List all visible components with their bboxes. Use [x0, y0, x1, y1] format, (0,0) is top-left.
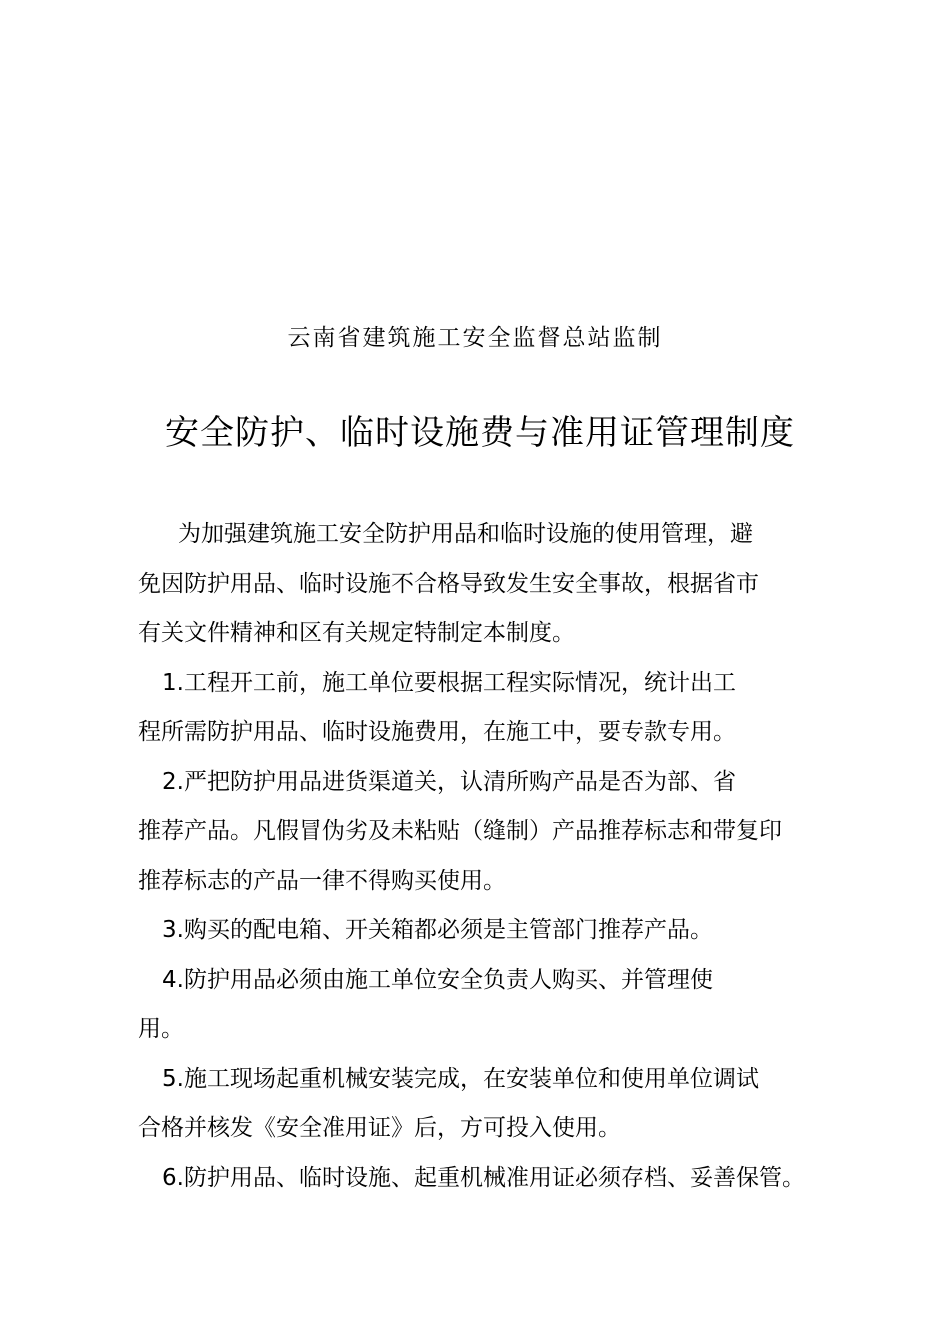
document-body [138, 510, 838, 1203]
item-1-line-1: 1.工程开工前，施工单位要根据工程实际情况，统计出工 [162, 669, 736, 696]
intro-line-2: 免因防护用品、临时设施不合格导致发生安全事故，根据省市 [138, 570, 759, 597]
document-title: 安全防护、临时设施费与准用证管理制度 [165, 413, 795, 453]
item-2-line-1: 2.严把防护用品进货渠道关，认清所购产品是否为部、省 [162, 768, 736, 795]
item-1-line-2: 程所需防护用品、临时设施费用，在施工中，要专款专用。 [138, 719, 736, 745]
item-4-line-2: 用。 [138, 1016, 184, 1042]
item-2-line-2: 推荐产品。凡假冒伪劣及未粘贴（缝制）产品推荐标志和带复印 [138, 818, 782, 844]
item-5-line-1: 5.施工现场起重机械安装完成，在安装单位和使用单位调试 [162, 1065, 759, 1092]
item-2-line-3: 推荐标志的产品一律不得购买使用。 [138, 867, 506, 894]
item-4-line-1: 4.防护用品必须由施工单位安全负责人购买、并管理使 [162, 966, 713, 993]
supervisor-line: 云南省建筑施工安全监督总站监制 [287, 325, 663, 351]
intro-line-3: 有关文件精神和区有关规定特制定本制度。 [138, 620, 575, 646]
intro-line-1: 为加强建筑施工安全防护用品和临时设施的使用管理，避 [178, 521, 753, 547]
item-3-line-1: 3.购买的配电箱、开关箱都必须是主管部门推荐产品。 [162, 917, 713, 943]
item-6-line-1: 6.防护用品、临时设施、起重机械准用证必须存档、妥善保管。 [162, 1164, 805, 1191]
item-5-line-2: 合格并核发《安全准用证》后，方可投入使用。 [138, 1115, 621, 1141]
